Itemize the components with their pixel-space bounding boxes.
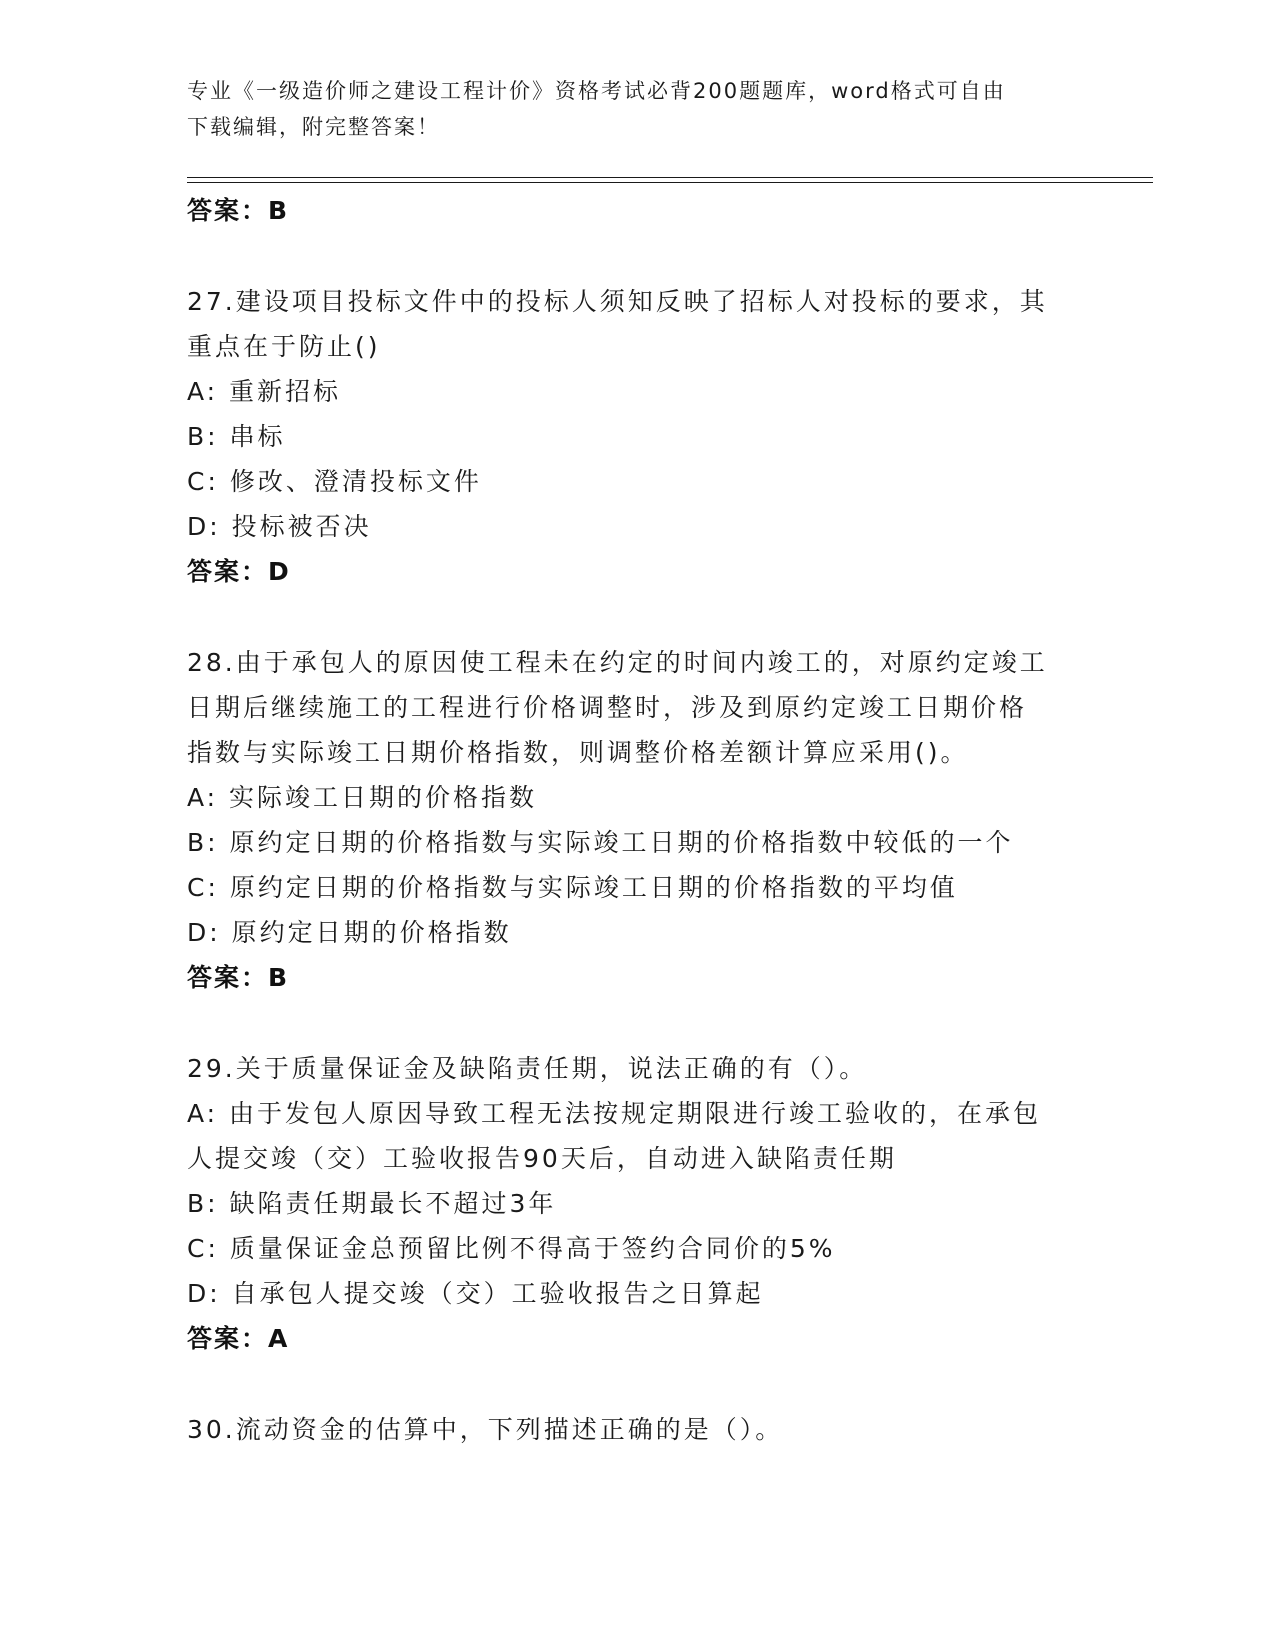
option-b: B: 缺陷责任期最长不超过3年 xyxy=(187,1189,557,1218)
question-stem: 29.关于质量保证金及缺陷责任期，说法正确的有（）。 xyxy=(187,1054,868,1083)
option-b: B: 原约定日期的价格指数与实际竣工日期的价格指数中较低的一个 xyxy=(187,828,1014,857)
answer-label: 答案：B xyxy=(187,196,290,225)
document-header xyxy=(187,73,1077,145)
question-stem: 30.流动资金的估算中，下列描述正确的是（）。 xyxy=(187,1415,784,1444)
option-d: D: 投标被否决 xyxy=(187,512,372,541)
question-list xyxy=(187,188,1087,1452)
option-c: C: 原约定日期的价格指数与实际竣工日期的价格指数的平均值 xyxy=(187,873,958,902)
header-rule-top xyxy=(187,177,1153,178)
question-stem: 指数与实际竣工日期价格指数，则调整价格差额计算应采用()。 xyxy=(187,738,969,767)
header-line-1: 专业《一级造价师之建设工程计价》资格考试必背200题题库，word格式可自由 xyxy=(187,79,1006,103)
spacer xyxy=(187,1000,1087,1046)
option-c: C: 质量保证金总预留比例不得高于签约合同价的5% xyxy=(187,1234,836,1263)
option-a: A: 实际竣工日期的价格指数 xyxy=(187,783,538,812)
question-stem: 日期后继续施工的工程进行价格调整时，涉及到原约定竣工日期价格 xyxy=(187,693,1028,722)
question-27 xyxy=(187,279,1087,594)
option-b: B: 串标 xyxy=(187,422,286,451)
question-30 xyxy=(187,1407,1087,1452)
answer-label: 答案：B xyxy=(187,963,290,992)
option-c: C: 修改、澄清投标文件 xyxy=(187,467,482,496)
spacer xyxy=(187,233,1087,279)
question-stem: 重点在于防止() xyxy=(187,332,381,361)
header-rule-bottom xyxy=(187,182,1153,183)
question-28 xyxy=(187,640,1087,1000)
option-a: A: 由于发包人原因导致工程无法按规定期限进行竣工验收的，在承包 xyxy=(187,1099,1042,1128)
answer-label: 答案：A xyxy=(187,1324,290,1353)
spacer xyxy=(187,1361,1087,1407)
answer-label: 答案：D xyxy=(187,557,291,586)
question-stem: 27.建设项目投标文件中的投标人须知反映了招标人对投标的要求，其 xyxy=(187,287,1048,316)
header-line-2: 下载编辑，附完整答案！ xyxy=(187,115,440,139)
spacer xyxy=(187,594,1087,640)
option-a: A: 重新招标 xyxy=(187,377,342,406)
option-d: D: 自承包人提交竣（交）工验收报告之日算起 xyxy=(187,1279,764,1308)
option-d: D: 原约定日期的价格指数 xyxy=(187,918,512,947)
question-stem: 28.由于承包人的原因使工程未在约定的时间内竣工的，对原约定竣工 xyxy=(187,648,1048,677)
option-a-continued: 人提交竣（交）工验收报告90天后，自动进入缺陷责任期 xyxy=(187,1144,897,1173)
question-29 xyxy=(187,1046,1087,1361)
